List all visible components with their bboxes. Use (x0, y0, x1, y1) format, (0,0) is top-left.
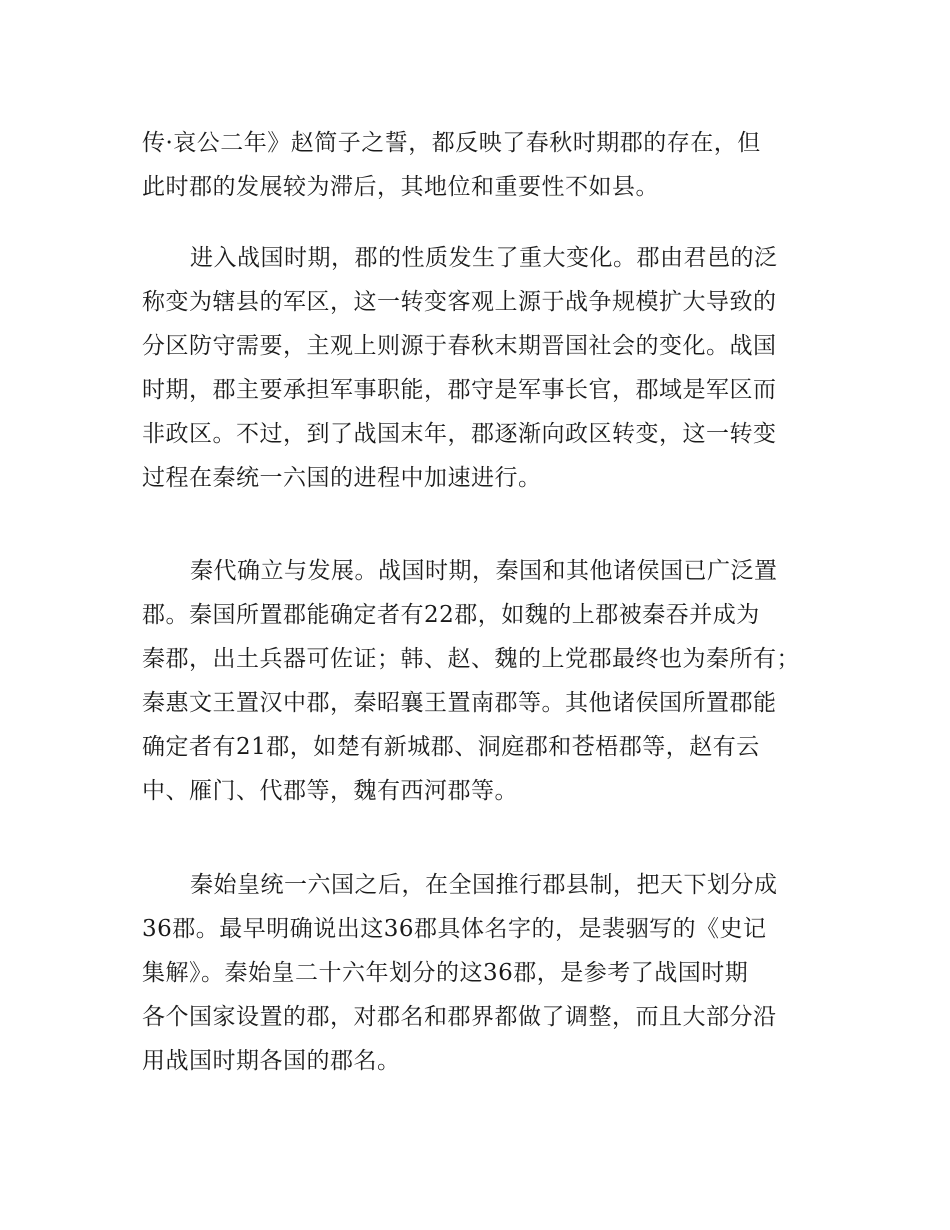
paragraph-1 (142, 121, 822, 209)
text-line: 传·哀公二年》赵简子之誓，都反映了春秋时期郡的存在，但 (142, 130, 761, 156)
text-line: 时期，郡主要承担军事职能，郡守是军事长官，郡域是军区而 (142, 377, 777, 403)
text-line: 称变为辖县的军区，这一转变客观上源于战争规模扩大导致的 (142, 289, 777, 315)
paragraph-2 (142, 236, 822, 500)
text-line: 用战国时期各国的郡名。 (142, 1048, 401, 1074)
text-line: 秦代确立与发展。战国时期，秦国和其他诸侯国已广泛置 (190, 558, 778, 584)
text-line: 秦郡，出土兵器可佐证；韩、赵、魏的上党郡最终也为秦所有； (142, 646, 800, 672)
paragraph-3 (142, 549, 822, 813)
text-line: 此时郡的发展较为滞后，其地位和重要性不如县。 (142, 174, 659, 200)
text-line: 36郡。最早明确说出这36郡具体名字的，是裴骃写的《史记 (142, 916, 767, 942)
text-line: 中、雁门、代郡等，魏有西河郡等。 (142, 778, 518, 804)
text-line: 秦惠文王置汉中郡，秦昭襄王置南郡等。其他诸侯国所置郡能 (142, 690, 777, 716)
text-line: 秦始皇统一六国之后，在全国推行郡县制，把天下划分成 (190, 872, 778, 898)
text-line: 过程在秦统一六国的进程中加速进行。 (142, 465, 542, 491)
text-line: 进入战国时期，郡的性质发生了重大变化。郡由君邑的泛 (190, 245, 778, 271)
text-line: 各个国家设置的郡，对郡名和郡界都做了调整，而且大部分沿 (142, 1004, 777, 1030)
text-line: 郡。秦国所置郡能确定者有22郡，如魏的上郡被秦吞并成为 (142, 602, 760, 628)
text-line: 分区防守需要，主观上则源于春秋末期晋国社会的变化。战国 (142, 333, 777, 359)
paragraph-4 (142, 863, 822, 1083)
text-line: 集解》。秦始皇二十六年划分的这36郡，是参考了战国时期 (142, 960, 749, 986)
text-line: 非政区。不过，到了战国末年，郡逐渐向政区转变，这一转变 (142, 421, 777, 447)
text-line: 确定者有21郡，如楚有新城郡、洞庭郡和苍梧郡等，赵有云 (142, 734, 760, 760)
